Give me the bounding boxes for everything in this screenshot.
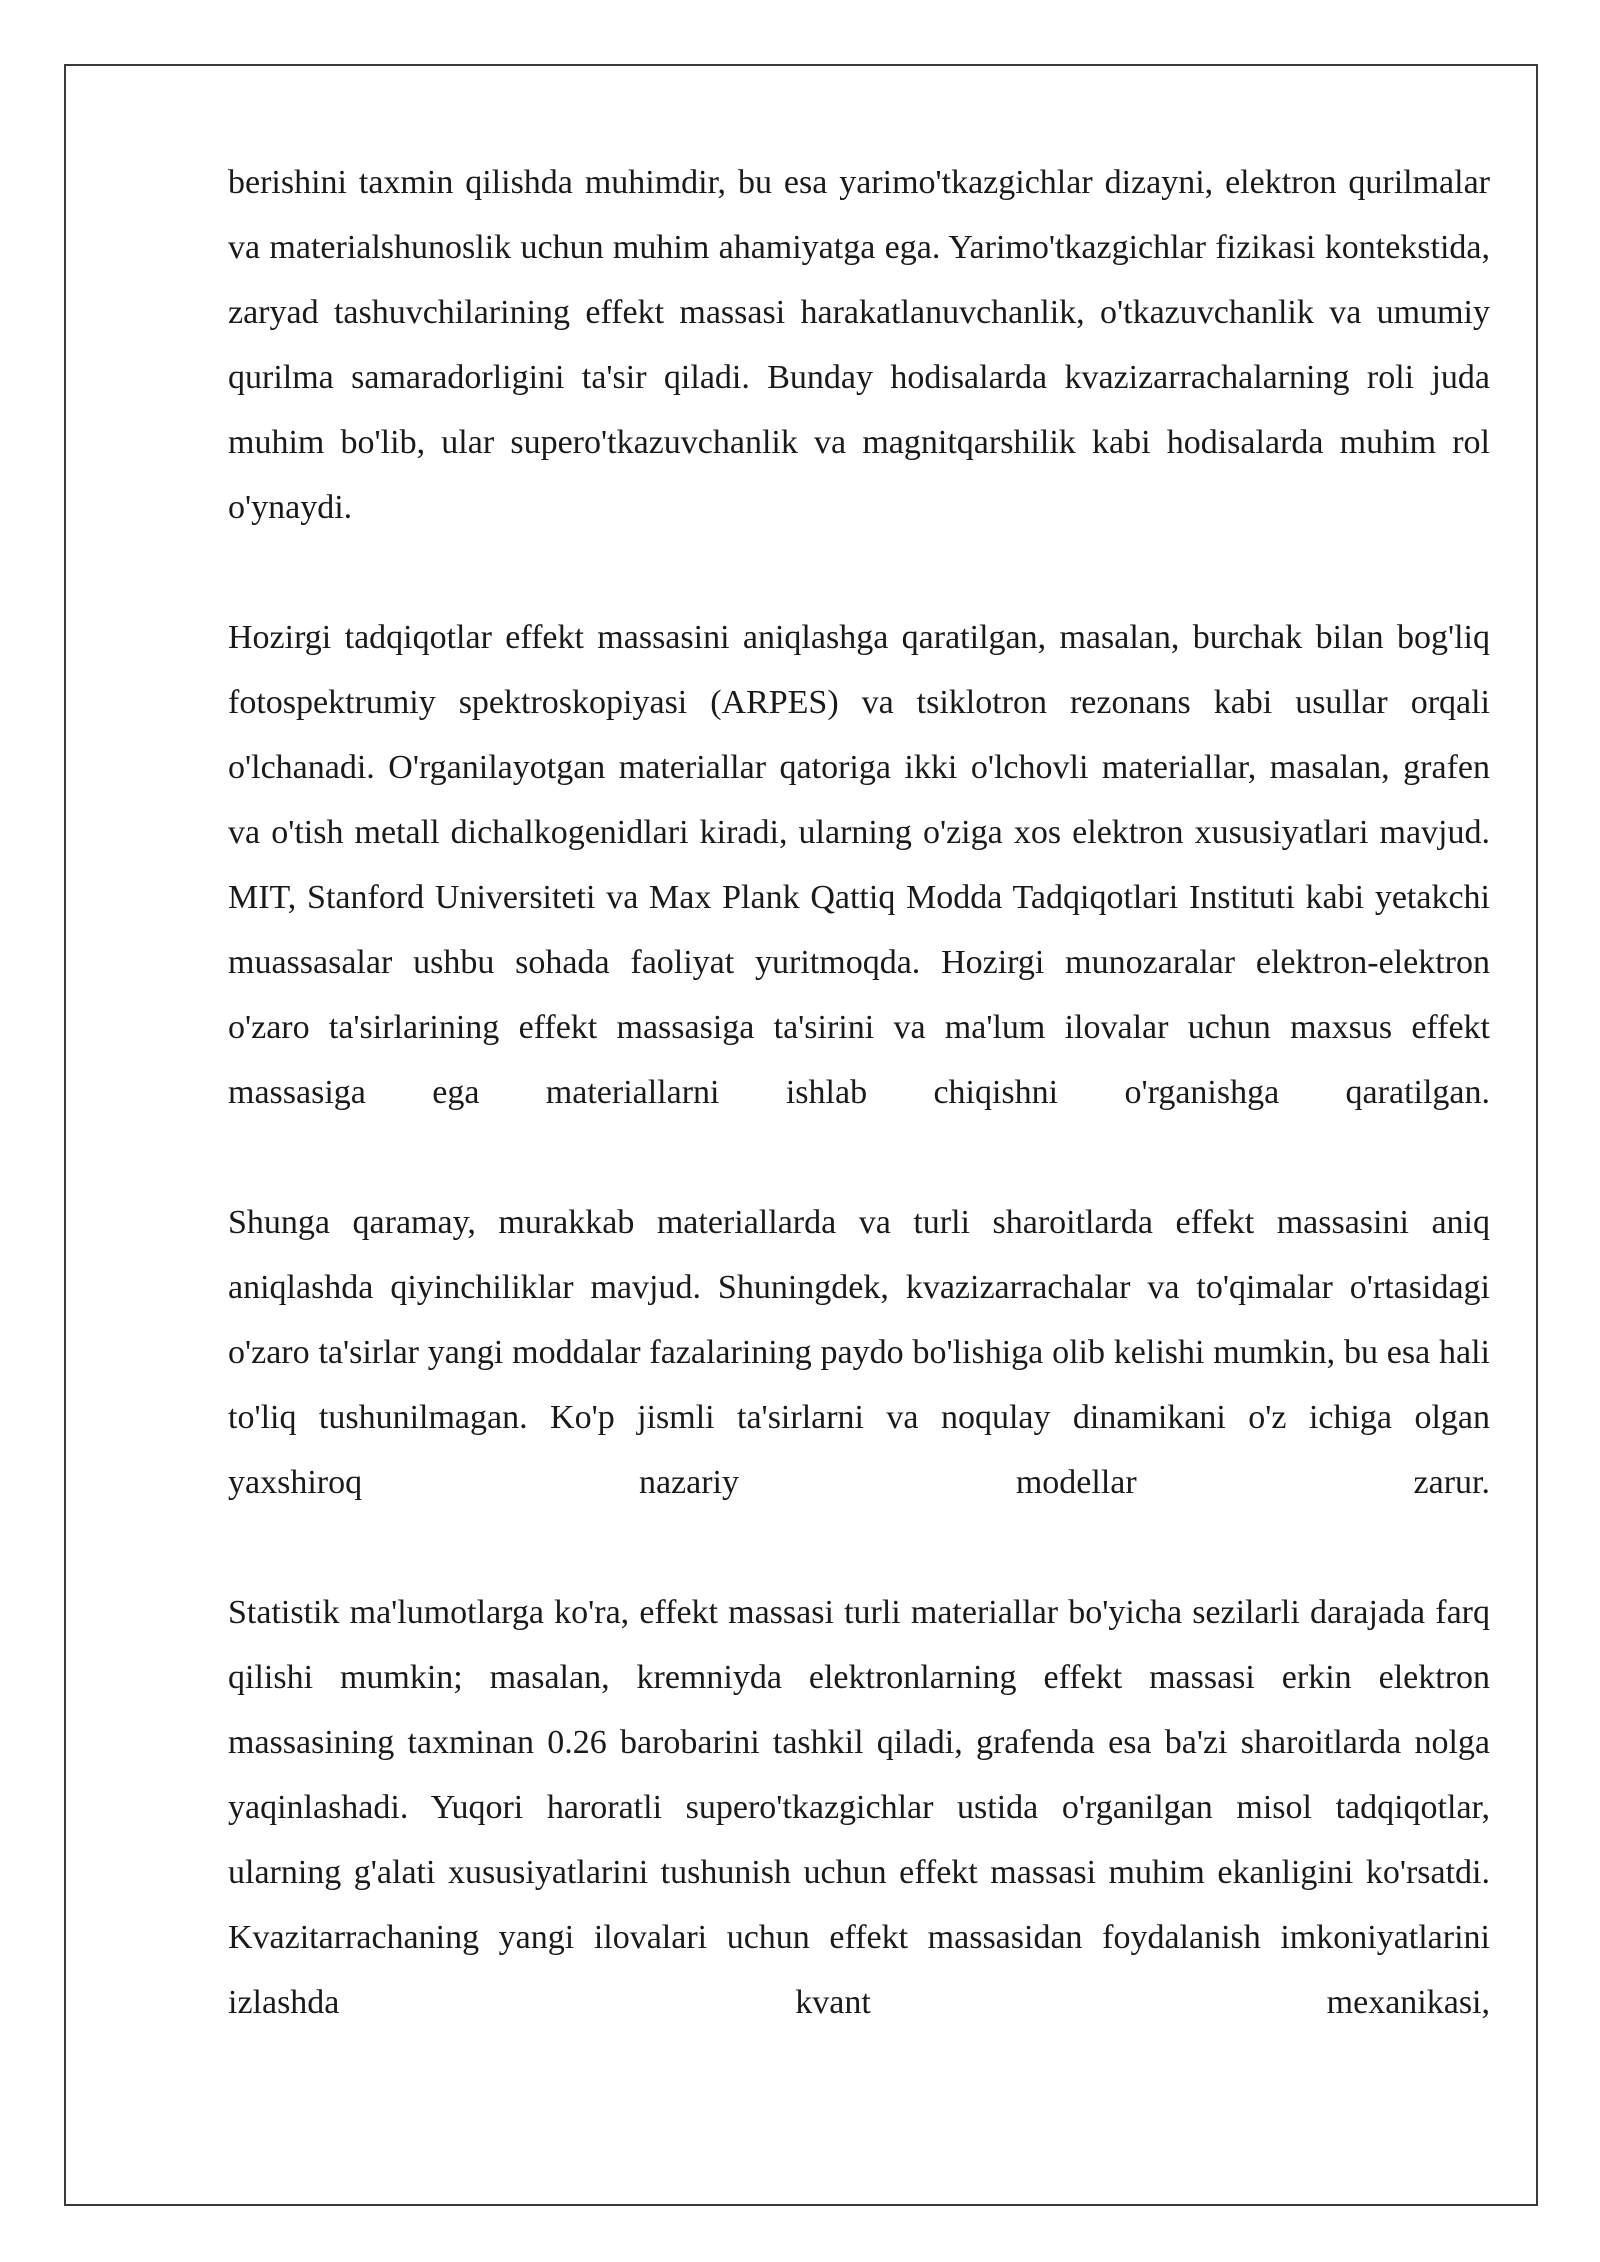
paragraph-1: berishini taxmin qilishda muhimdir, bu esa yarimo'tkazgichlar dizayni, elektron qurilmalar va materialshunoslik uchun muhim ahamiyatga ega. Yarimo'tkazgichlar fizikasi kontekstida, zaryad tashuvchilarining effekt massasi harakatlanuvchanlik, o'tkazuvchanlik va umumiy qurilma samaradorligini ta'sir qiladi. Bunday hodisalarda kvazizarrachalarning roli juda muhim bo'lib, ular supero'tkazuvchanlik va magnitqarshilik kabi hodisalarda muhim rol o'ynaydi.: [228, 164, 1490, 526]
paragraph-4: Statistik ma'lumotlarga ko'ra, effekt massasi turli materiallar bo'yicha sezilarli darajada farq qilishi mumkin; masalan, kremniyda elektronlarning effekt massasi erkin elektron massasining taxminan 0.26 barobarini tashkil qiladi, grafenda esa ba'zi sharoitlarda nolga yaqinlashadi. Yuqori haroratli supero'tkazgichlar ustida o'rganilgan misol tadqiqotlar, ularning g'alati xususiyatlarini tushunish uchun effekt massasi muhim ekanligini ko'rsatdi. Kvazitarrachaning yangi ilovalari uchun effekt massasidan foydalanish imkoniyatlarini izlashda kvant mexanikasi,: [228, 1594, 1490, 2021]
paragraph-2: Hozirgi tadqiqotlar effekt massasini aniqlashga qaratilgan, masalan, burchak bilan bog'liq fotospektrumiy spektroskopiyasi (ARPES) va tsiklotron rezonans kabi usullar orqali o'lchanadi. O'rganilayotgan materiallar qatoriga ikki o'lchovli materiallar, masalan, grafen va o'tish metall dichalkogenidlari kiradi, ularning o'ziga xos elektron xususiyatlari mavjud. MIT, Stanford Universiteti va Max Plank Qattiq Modda Tadqiqotlari Instituti kabi yetakchi muassasalar ushbu sohada faoliyat yuritmoqda. Hozirgi munozaralar elektron-elektron o'zaro ta'sirlarining effekt massasiga ta'sirini va ma'lum ilovalar uchun maxsus effekt massasiga ega materiallarni ishlab chiqishni o'rganishga qaratilgan.: [228, 619, 1490, 1111]
paragraph-3: Shunga qaramay, murakkab materiallarda va turli sharoitlarda effekt massasini aniq aniqlashda qiyinchiliklar mavjud. Shuningdek, kvazizarrachalar va to'qimalar o'rtasidagi o'zaro ta'sirlar yangi moddalar fazalarining paydo bo'lishiga olib kelishi mumkin, bu esa hali to'liq tushunilmagan. Ko'p jismli ta'sirlarni va noqulay dinamikani o'z ichiga olgan yaxshiroq nazariy modellar zarur.: [228, 1204, 1490, 1501]
document-body: [228, 150, 1490, 2035]
